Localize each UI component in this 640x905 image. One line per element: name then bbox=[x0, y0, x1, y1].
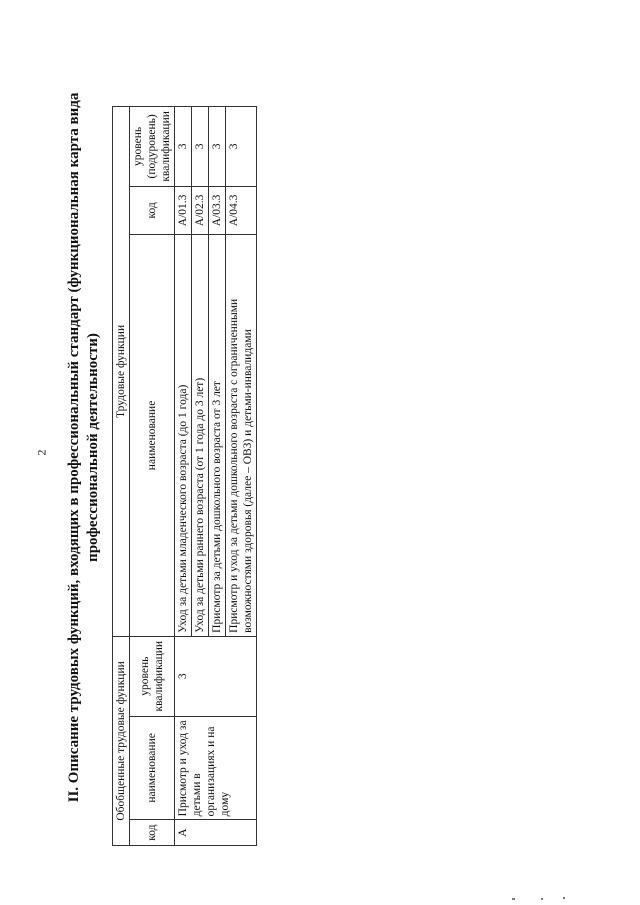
functions-table-container bbox=[112, 58, 272, 846]
generalized-level-cell: 3 bbox=[175, 636, 257, 716]
function-name-cell: Присмотр и уход за детьми дошкольного возраста с ограниченными возможностями здоровья (далее – ОВЗ) и детьми-инвалидами bbox=[226, 235, 257, 637]
heading-line-2: профессиональной деятельности) bbox=[85, 333, 101, 562]
header-function-name: наименование bbox=[130, 235, 175, 637]
generalized-code-cell: А bbox=[175, 820, 257, 846]
function-name-cell: Присмотр за детьми дошкольного возраста от 3 лет bbox=[209, 235, 226, 637]
function-level-cell: 3 bbox=[209, 107, 226, 187]
function-level-cell: 3 bbox=[175, 107, 192, 187]
scan-speck bbox=[541, 898, 543, 900]
heading-line-1: II. Описание трудовых функций, входящих в профессиональный стандарт (функциональная карта вида bbox=[66, 92, 82, 803]
function-level-cell: 3 bbox=[226, 107, 257, 187]
header-code: код bbox=[130, 820, 175, 846]
header-generalized-functions: Обобщенные трудовые функции bbox=[113, 636, 130, 845]
function-code-cell: А/02.3 bbox=[192, 186, 209, 234]
table-row bbox=[175, 107, 192, 846]
generalized-name-cell: Присмотр и уход за детьми в организациях и на дому bbox=[175, 716, 257, 820]
header-level: уровень квалификации bbox=[130, 636, 175, 716]
header-labor-functions: Трудовые функции bbox=[113, 107, 130, 637]
function-code-cell: А/03.3 bbox=[209, 186, 226, 234]
section-heading bbox=[65, 60, 115, 835]
function-name-cell: Уход за детьми младенческого возраста (до 1 года) bbox=[175, 235, 192, 637]
function-name-cell: Уход за детьми раннего возраста (от 1 года до 3 лет) bbox=[192, 235, 209, 637]
scan-speck bbox=[512, 898, 515, 900]
function-code-cell: А/04.3 bbox=[226, 186, 257, 234]
scan-speck bbox=[563, 897, 565, 899]
functions-table bbox=[112, 106, 257, 846]
header-function-level: уровень (подуровень) квалификации bbox=[130, 107, 175, 187]
header-function-code: код bbox=[130, 186, 175, 234]
function-code-cell: А/01.3 bbox=[175, 186, 192, 234]
function-level-cell: 3 bbox=[192, 107, 209, 187]
page-number: 2 bbox=[34, 449, 49, 455]
header-name: наименование bbox=[130, 716, 175, 820]
